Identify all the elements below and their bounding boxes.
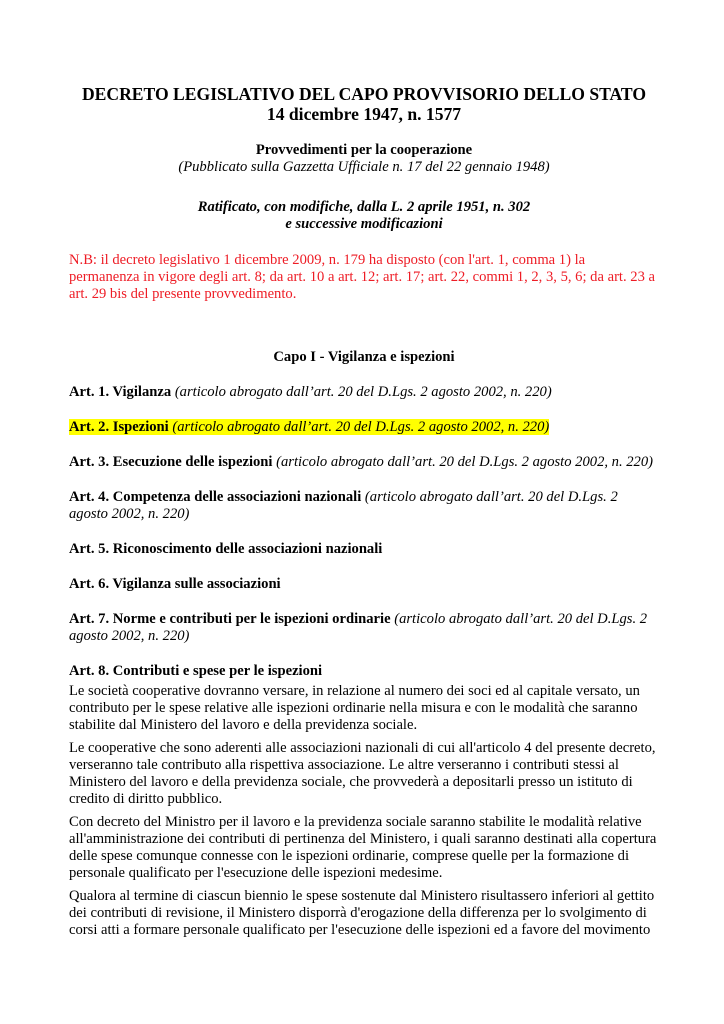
article-1-title: Art. 1. Vigilanza [69, 384, 172, 400]
article-3 [69, 454, 659, 471]
ratification-line2: e successive modificazioni [285, 216, 443, 232]
ratification-line1: Ratificato, con modifiche, dalla L. 2 aprile 1951, n. 302 [197, 199, 531, 215]
article-1 [69, 384, 659, 401]
decree-title-line2: 14 dicembre 1947, n. 1577 [266, 104, 462, 124]
nb-note: N.B: il decreto legislativo 1 dicembre 2009, n. 179 ha disposto (con l'art. 1, comma 1) la permanenza in vigore degli art. 8; da art. 10 a art. 12; art. 17; art. 22, commi 1, 2, 3, 5, 6; da art. 23 a art. 29 bis del presente provvedimento. [69, 252, 656, 302]
document-content [69, 84, 659, 939]
article-6-title: Art. 6. Vigilanza sulle associazioni [69, 576, 281, 592]
article-8-title: Art. 8. Contributi e spese per le ispezioni [69, 663, 323, 679]
article-8-paragraph-1: Le società cooperative dovranno versare, in relazione al numero dei soci ed al capitale versato, un contributo per le spese relative alle ispezioni ordinarie nella misura e con le modalità che saranno stabilite dal Ministero del lavoro e della previdenza sociale. [69, 683, 640, 733]
article-8-paragraph-4: Qualora al termine di ciascun biennio le spese sostenute dal Ministero risultassero inferiori al gettito dei contributi di revisione, il Ministero disporrà d'erogazione della differenza per lo svolgimento di corsi atti a formare personale qualificato per l'esecuzione delle ispezioni ed a favore del movimento [69, 888, 655, 938]
article-4 [69, 489, 659, 523]
article-3-title: Art. 3. Esecuzione delle ispezioni [69, 454, 273, 470]
article-8-paragraph-3: Con decreto del Ministro per il lavoro e la previdenza sociale saranno stabilite le modalità relative all'amministrazione dei contributi di pertinenza del Ministero, i quali saranno destinati alla copertura delle spese comunque connesse con le ispezioni ordinarie, comprese quelle per la formazione di personale qualificato per l'esecuzione delle ispezioni medesime. [69, 814, 657, 881]
article-2-title: Art. 2. Ispezioni [69, 419, 169, 435]
article-4-note: (articolo abrogato dall’art. 20 del D.Lgs. 2 agosto 2002, n. 220) [69, 489, 618, 522]
decree-subtitle: Provvedimenti per la cooperazione [255, 142, 473, 158]
article-7-title: Art. 7. Norme e contributi per le ispezioni ordinarie [69, 611, 391, 627]
publication-note: (Pubblicato sulla Gazzetta Ufficiale n. 17 del 22 gennaio 1948) [178, 159, 550, 175]
article-7-note: (articolo abrogato dall’art. 20 del D.Lgs. 2 agosto 2002, n. 220) [69, 611, 648, 644]
article-2 [69, 419, 659, 436]
article-1-note: (articolo abrogato dall’art. 20 del D.Lgs. 2 agosto 2002, n. 220) [174, 384, 552, 400]
chapter-heading: Capo I - Vigilanza e ispezioni [273, 349, 455, 365]
article-3-note: (articolo abrogato dall’art. 20 del D.Lgs. 2 agosto 2002, n. 220) [276, 454, 654, 470]
article-2-note: (articolo abrogato dall’art. 20 del D.Lgs. 2 agosto 2002, n. 220) [172, 419, 550, 435]
decree-title-line1: DECRETO LEGISLATIVO DEL CAPO PROVVISORIO DELLO STATO [81, 84, 647, 104]
article-7 [69, 611, 659, 645]
highlight-mark [69, 419, 549, 435]
article-8-paragraph-2: Le cooperative che sono aderenti alle associazioni nazionali di cui all'articolo 4 del presente decreto, verseranno tale contributo alla rispettiva associazione. Le altre verseranno i contributi stessi al Ministero del lavoro e della previdenza sociale, che provvederà a depositarli presso un istituto di credito di diritto pubblico. [69, 740, 656, 807]
article-5-title: Art. 5. Riconoscimento delle associazioni nazionali [69, 541, 383, 557]
article-4-title: Art. 4. Competenza delle associazioni nazionali [69, 489, 362, 505]
